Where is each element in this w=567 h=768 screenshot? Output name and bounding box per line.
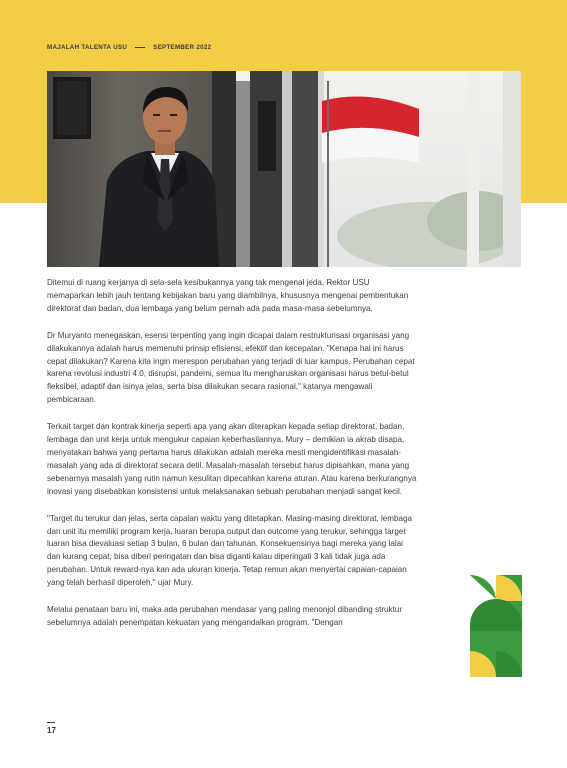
article-paragraph: Terkait target dan kontrak kinerja seperti apa yang akan diterapkan kepada setiap direktorat, badan, lembaga dan unit kerja untuk mengukur capaian keberhasilannya, Mury – demikian ia akrab disapa, menyatakan bahwa yang pertama harus dilakukan adalah mereka mesti mengidentifikasi masalah-masalah yang ada di direktorat secara detil. Masalah-masalah tersebut harus dipisahkan, mana yang sebenarnya masalah yang rutin namun kesulitan dipecahkan karena aturan. Atau karena berkurangnya inovasi yang disebabkan konsistensi untuk melaksanakan sebuah perubahan menjadi sangat kecil. [47, 422, 417, 496]
decorative-graphic [470, 575, 522, 677]
rector-photo [47, 71, 521, 267]
article-paragraph: Ditemui di ruang kerjanya di sela-sela kesibukannya yang tak mengenal jeda, Rektor USU memaparkan lebih jauh tentang kebijakan baru yang diambilnya, khususnya mengenai pembentukan direktorat dan badan, dua lembaga yang belum pernah ada pada masa-masa sebelumnya. [47, 278, 409, 313]
issue-date: SEPTEMBER 2022 [153, 44, 212, 51]
article-paragraph: Melalui penataan baru ini, maka ada perubahan mendasar yang paling menonjol dibanding struktur sebelumnya adalah penempatan kekuatan yang mengandalkan program. "Dengan [47, 605, 403, 627]
running-header [47, 44, 211, 51]
header-separator [135, 47, 145, 48]
page-number: 17 [47, 726, 56, 735]
magazine-name: MAJALAH TALENTA USU [47, 44, 128, 51]
photo-illustration [47, 71, 521, 267]
decorative-shapes [470, 575, 522, 677]
article-paragraph: Dr Muryanto menegaskan, esensi terpenting yang ingin dicapai dalam restrukturisasi organisasi yang dilakukannya adalah harus memenuhi prinsip efisiensi, efektif dan kecepatan. "Kenapa hal ini harus cepat dilakukan? Karena kita ingin merespon perubahan yang terjadi di luar kampus. Perubahan cepat karena revolusi industri 4.0, disrupsi, pandemi, semua itu mengharuskan organisasi harus betul-betul fleksibel, adaptif dan isinya jelas, serta bisa dilakukan secara rasional," katanya mengawali pembicaraan. [47, 330, 415, 405]
footer-rule [47, 722, 55, 723]
article-body [47, 277, 417, 644]
article-paragraph: "Target itu terukur dan jelas, serta capaian waktu yang ditetapkan. Masing-masing direktorat, lembaga dan unit itu memiliki program kerja, luaran berupa output dan outcome yang terukur, sehingga target luaran bisa dievaluasi setiap 3 bulan, 6 bulan dan tahunan. Konsekuensinya bagi mereka yang lalai dan kurang cepat, bisa diberi peringatan dan bisa diganti kalau diperingati 3 kali tidak juga ada perubahan. Untuk reward-nya kan ada ukuran kinerja. Tetap remun akan menyertai capaian-capaian yang telah berhasil diperoleh," ujar Mury. [47, 513, 413, 588]
